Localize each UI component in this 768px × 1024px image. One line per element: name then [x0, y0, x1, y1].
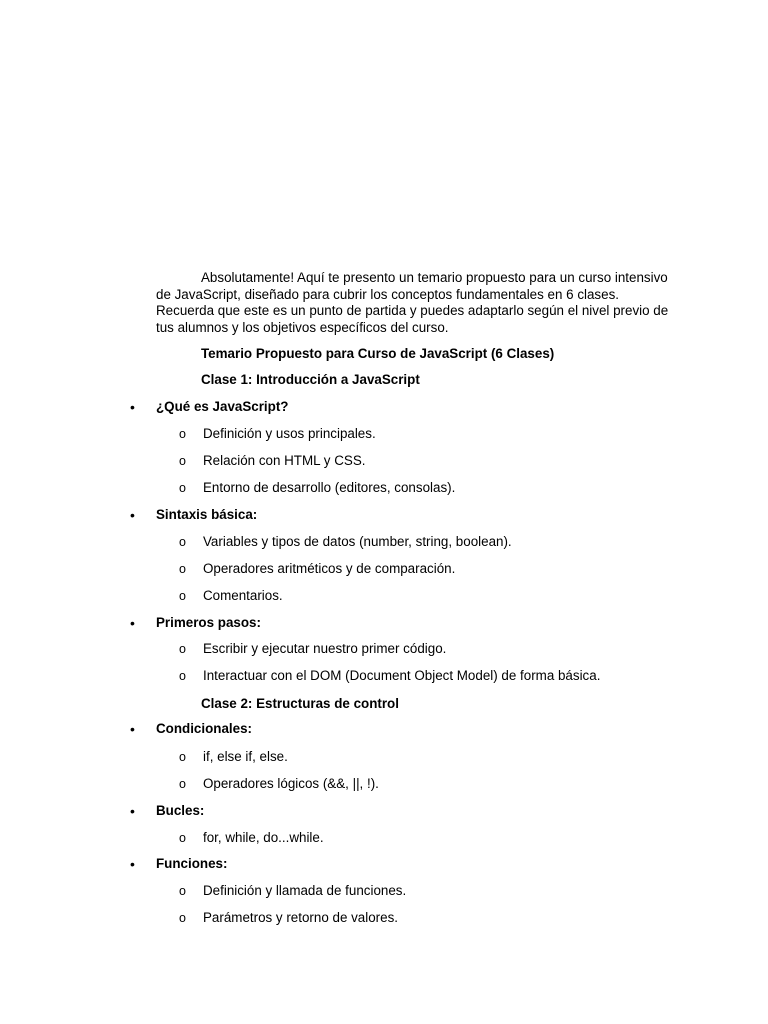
bullet-icon: • — [130, 721, 135, 737]
bullet-icon: • — [130, 399, 135, 415]
sub-bullet-icon: o — [179, 911, 186, 925]
topic-condicionales: Condicionales: — [156, 721, 252, 736]
sub-bullet-icon: o — [179, 589, 186, 603]
topic-funciones: Funciones: — [156, 856, 228, 871]
list-item: Parámetros y retorno de valores. — [203, 910, 398, 925]
topic-bucles: Bucles: — [156, 803, 205, 818]
sub-bullet-icon: o — [179, 750, 186, 764]
list-item: Entorno de desarrollo (editores, consolas). — [203, 480, 456, 495]
sub-bullet-icon: o — [179, 481, 186, 495]
list-item: Interactuar con el DOM (Document Object Model) de forma básica. — [203, 668, 601, 683]
list-item: Comentarios. — [203, 588, 283, 603]
sub-bullet-icon: o — [179, 669, 186, 683]
clase1-heading: Clase 1: Introducción a JavaScript — [201, 372, 420, 387]
list-item: Operadores lógicos (&&, ||, !). — [203, 776, 379, 791]
list-item: Relación con HTML y CSS. — [203, 453, 366, 468]
sub-bullet-icon: o — [179, 777, 186, 791]
clase2-heading: Clase 2: Estructuras de control — [201, 696, 399, 711]
document-title: Temario Propuesto para Curso de JavaScript (6 Clases) — [201, 346, 555, 361]
sub-bullet-icon: o — [179, 831, 186, 845]
topic-que-es-javascript: ¿Qué es JavaScript? — [156, 399, 289, 414]
list-item: Definición y usos principales. — [203, 426, 376, 441]
list-item: Operadores aritméticos y de comparación. — [203, 561, 456, 576]
list-item: for, while, do...while. — [203, 830, 324, 845]
list-item: Variables y tipos de datos (number, string, boolean). — [203, 534, 512, 549]
bullet-icon: • — [130, 856, 135, 872]
topic-sintaxis-basica: Sintaxis básica: — [156, 507, 258, 522]
sub-bullet-icon: o — [179, 884, 186, 898]
bullet-icon: • — [130, 615, 135, 631]
sub-bullet-icon: o — [179, 562, 186, 576]
list-item: Escribir y ejecutar nuestro primer código. — [203, 641, 447, 656]
bullet-icon: • — [130, 803, 135, 819]
intro-paragraph: Absolutamente! Aquí te presento un temario propuesto para un curso intensivo de JavaScript, diseñado para cubrir los conceptos fundamentales en 6 clases. Recuerda que este es un punto de partida y puedes adaptarlo según el nivel previo de tus alumnos y los objetivos específicos del curso. — [156, 270, 669, 335]
sub-bullet-icon: o — [179, 535, 186, 549]
list-item: Definición y llamada de funciones. — [203, 883, 407, 898]
sub-bullet-icon: o — [179, 427, 186, 441]
bullet-icon: • — [130, 507, 135, 523]
topic-primeros-pasos: Primeros pasos: — [156, 615, 261, 630]
sub-bullet-icon: o — [179, 642, 186, 656]
sub-bullet-icon: o — [179, 454, 186, 468]
list-item: if, else if, else. — [203, 749, 288, 764]
